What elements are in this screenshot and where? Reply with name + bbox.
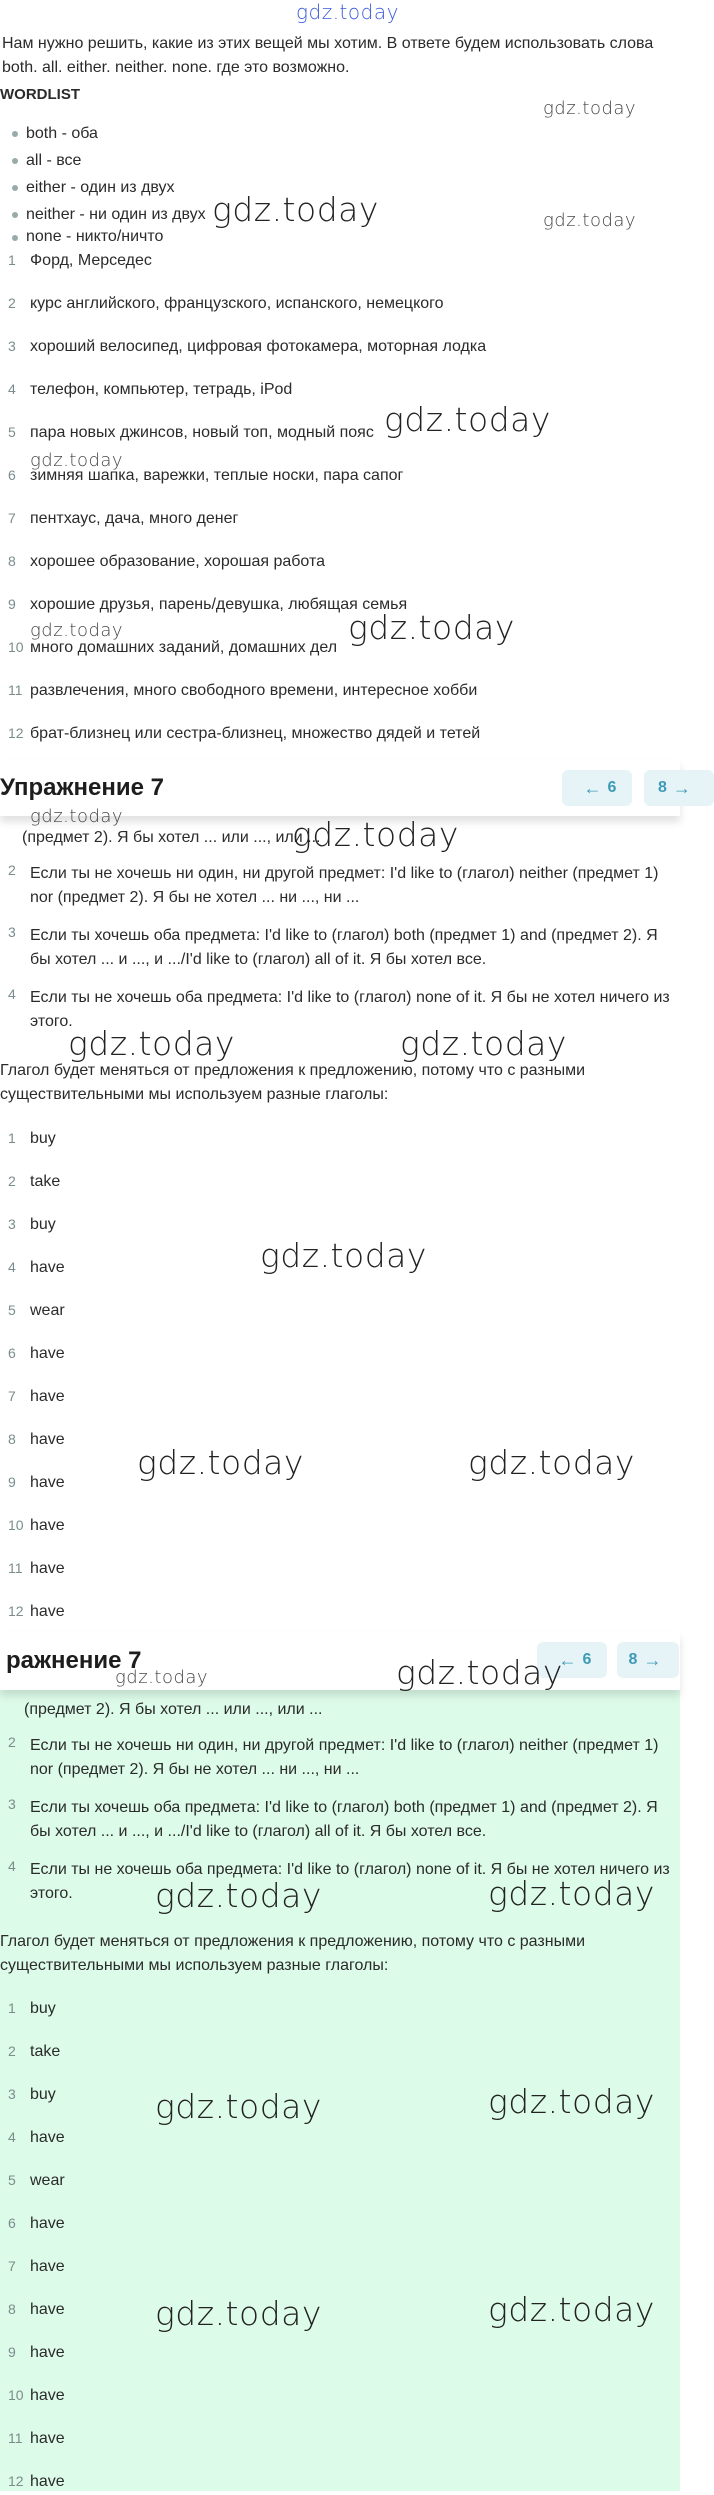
verb-item: 11 have [8, 2430, 65, 2447]
wordlist-title: WORDLIST [0, 86, 80, 103]
prev-exercise-button[interactable]: ← 6 [562, 770, 632, 806]
watermark: gdz.today [115, 1667, 209, 1688]
list-item: 7 пентхаус, дача, много денег [8, 510, 239, 527]
verb-item: 9 have [8, 2344, 65, 2361]
watermark: gdz.today [155, 2087, 322, 2126]
hint-item: 4 Если ты не хочешь оба предмета: I'd like to (глагол) none of it. Я бы не хотел ничего из этого. [8, 986, 670, 1030]
arrow-left-icon: ← [583, 777, 602, 798]
exercise-header [0, 1632, 680, 1690]
verb-item: 6 have [8, 2215, 65, 2232]
verb-item: 2 take [8, 1173, 61, 1190]
verbs-list [0, 2000, 680, 2495]
hint-item: 2 Если ты не хочешь ни один, ни другой предмет: I'd like to (глагол) neither (предмет 1) nor (предмет 2). Я бы не хотел ... ни ..., ни ... [8, 862, 659, 906]
verb-item: 10 have [8, 2387, 65, 2404]
next-exercise-button[interactable]: 8 → [617, 1642, 679, 1678]
verb-item: 3 buy [8, 2086, 56, 2103]
watermark: gdz.today [543, 210, 637, 231]
wordlist-item: both - оба [12, 120, 206, 147]
list-item: 5 пара новых джинсов, новый топ, модный пояс [8, 424, 374, 441]
intro-text: Нам нужно решить, какие из этих вещей мы хотим. В ответе будем использовать слова both. all. either. neither. none. где это возможно. [2, 35, 654, 76]
hint-item: 2 Если ты не хочешь ни один, ни другой предмет: I'd like to (глагол) neither (предмет 1) nor (предмет 2). Я бы не хотел ... ни ..., ни ... [8, 1734, 659, 1778]
list-item: 2 курс английского, французского, испанского, немецкого [8, 295, 444, 312]
wordlist [12, 120, 206, 245]
verb-item: 5 wear [8, 1302, 65, 1319]
wordlist-item: none - никто/ничто [12, 228, 206, 242]
verb-item: 1 buy [8, 2000, 56, 2017]
verb-item: 9 have [8, 1474, 65, 1491]
verb-item: 7 have [8, 1388, 65, 1405]
next-exercise-button[interactable]: 8 → [644, 770, 714, 806]
verbs-list [0, 1130, 680, 1646]
watermark: gdz.today [384, 400, 551, 439]
watermark: gdz.today [68, 1024, 235, 1063]
site-logo[interactable]: gdz.today [296, 0, 399, 24]
arrow-right-icon: → [643, 1649, 662, 1670]
watermark: gdz.today [30, 450, 124, 471]
list-item: 11 развлечения, много свободного времени, интересное хобби [8, 682, 478, 699]
arrow-right-icon: → [672, 777, 691, 798]
hint-item: (предмет 2). Я бы хотел ... или ..., или ... [22, 829, 321, 846]
verb-item: 6 have [8, 1345, 65, 1362]
verb-item: 4 have [8, 1259, 65, 1276]
watermark: gdz.today [400, 1024, 567, 1063]
verb-item: 12 have [8, 1603, 65, 1620]
hint-item: 3 Если ты хочешь оба предмета: I'd like to (глагол) both (предмет 1) and (предмет 2). Я бы хотел ... и ..., и .../I'd like to (глагол) all of it. Я бы хотел все. [8, 924, 658, 968]
bullet-icon [12, 158, 18, 164]
list-item: 8 хорошее образование, хорошая работа [8, 553, 326, 570]
verb-item: 11 have [8, 1560, 65, 1577]
hint-item: 3 Если ты хочешь оба предмета: I'd like to (глагол) both (предмет 1) and (предмет 2). Я бы хотел ... и ..., и .../I'd like to (глагол) all of it. Я бы хотел все. [8, 1796, 658, 1840]
bullet-icon [12, 131, 18, 137]
hint-item: (предмет 2). Я бы хотел ... или ..., или ... [24, 1701, 323, 1718]
verb-item: 10 have [8, 1517, 65, 1534]
bullet-icon [12, 235, 18, 241]
list-item: 4 телефон, компьютер, тетрадь, iPod [8, 381, 293, 398]
verb-item: 8 have [8, 2301, 65, 2318]
watermark: gdz.today [348, 608, 515, 647]
prev-exercise-button[interactable]: ← 6 [537, 1642, 607, 1678]
watermark: gdz.today [30, 620, 124, 641]
list-item: 9 хорошие друзья, парень/девушка, любящая семья [8, 596, 408, 613]
bullet-icon [12, 212, 18, 218]
hint-item: 4 Если ты не хочешь оба предмета: I'd like to (глагол) none of it. Я бы не хотел ничего из этого. [8, 1858, 670, 1902]
verb-item: 1 buy [8, 1130, 56, 1147]
exercise-title: ражнение 7 [6, 1647, 142, 1674]
verb-item: 7 have [8, 2258, 65, 2275]
list-item: 12 брат-близнец или сестра-близнец, множество дядей и тетей [8, 725, 481, 742]
verb-item: 5 wear [8, 2172, 65, 2189]
wordlist-item: all - все [12, 147, 206, 174]
watermark: gdz.today [260, 1236, 427, 1275]
watermark: gdz.today [468, 1443, 635, 1482]
verbs-note: Глагол будет меняться от предложения к предложению, потому что с разными существительными мы используем разные глаголы: [0, 1062, 585, 1103]
watermark: gdz.today [212, 190, 379, 229]
watermark: gdz.today [155, 2294, 322, 2333]
verb-item: 12 have [8, 2473, 65, 2490]
watermark: gdz.today [488, 2082, 655, 2121]
verbs-note: Глагол будет меняться от предложения к предложению, потому что с разными существительными мы используем разные глаголы: [0, 1933, 585, 1974]
watermark: gdz.today [396, 1653, 563, 1692]
list-item: 1 Форд, Мерседес [8, 252, 152, 269]
items-list [0, 252, 680, 768]
watermark: gdz.today [488, 2290, 655, 2329]
wordlist-item: either - один из двух [12, 174, 206, 201]
verb-item: 3 buy [8, 1216, 56, 1233]
verb-item: 8 have [8, 1431, 65, 1448]
exercise-title: Упражнение 7 [0, 774, 164, 801]
verb-item: 2 take [8, 2043, 61, 2060]
bullet-icon [12, 185, 18, 191]
list-item: 6 зимняя шапка, варежки, теплые носки, пара сапог [8, 467, 404, 484]
watermark: gdz.today [137, 1443, 304, 1482]
list-item: 3 хороший велосипед, цифровая фотокамера, моторная лодка [8, 338, 487, 355]
hints-list [0, 826, 680, 1048]
list-item: 10 много домашних заданий, домашних дел [8, 639, 338, 656]
watermark: gdz.today [30, 806, 124, 827]
watermark: gdz.today [543, 98, 637, 119]
arrow-left-icon: ← [558, 1649, 577, 1670]
watermark: gdz.today [155, 1876, 322, 1915]
watermark: gdz.today [488, 1874, 655, 1913]
watermark: gdz.today [292, 815, 459, 854]
wordlist-item: neither - ни один из двух [12, 201, 206, 228]
verb-item: 4 have [8, 2129, 65, 2146]
